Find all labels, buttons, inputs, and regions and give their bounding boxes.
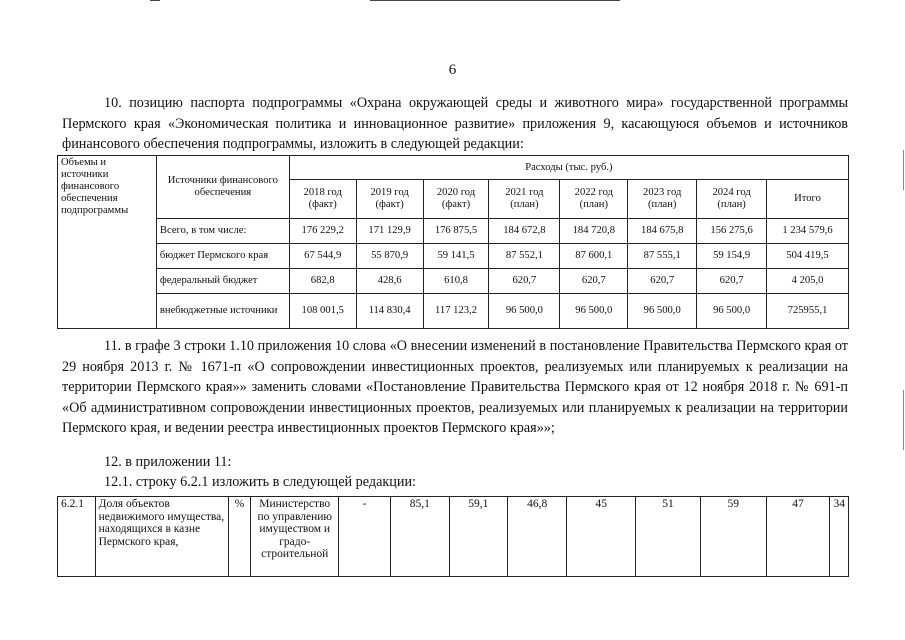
- row-number: 6.2.1: [58, 497, 96, 577]
- value-cell: 87 555,1: [628, 244, 697, 269]
- value-cell: 96 500,0: [560, 294, 628, 329]
- paragraph-12: 12. в приложении 11:: [104, 454, 232, 470]
- value-cell: 55 870,9: [356, 244, 423, 269]
- value-cell: 85,1: [391, 497, 450, 577]
- value-cell: 620,7: [628, 269, 697, 294]
- value-cell: 184 672,8: [489, 219, 560, 244]
- table-row: [58, 244, 849, 269]
- value-cell: 620,7: [697, 269, 767, 294]
- value-cell: 46,8: [508, 497, 567, 577]
- value-cell: 87 600,1: [560, 244, 628, 269]
- paragraph-11-text: 11. в графе 3 строки 1.10 приложения 10 слова «О внесении изменений в постановление Правительства Пермского края от 29 ноября 2013 г. № 1671-п «О сопровождении инвестиционных проектов, реализуемых или планируемых к реализации на территории Пермского края»» заменить словами «Постановление Правительства Пермского края от 12 ноября 2018 г. № 691-п «Об административном сопровождении инвестиционных проектов, реализуемых или планируемых к реализации на территории Пермского края, и ведении реестра инвестиционных проектов Пермского края»»;: [62, 338, 848, 436]
- value-cell: 620,7: [489, 269, 560, 294]
- table-row: [58, 219, 849, 244]
- page-number: 6: [448, 62, 457, 78]
- value-cell: 47: [766, 497, 830, 577]
- table-row: [58, 497, 849, 577]
- year-header: 2019 год (факт): [356, 180, 423, 219]
- indicator-name: Доля объектов недвижимого имущества, находящихся в казне Пермского края,: [95, 497, 228, 577]
- value-cell: 45: [567, 497, 636, 577]
- value-cell: 610,8: [423, 269, 489, 294]
- value-cell: 59 154,9: [697, 244, 767, 269]
- value-cell: 114 830,4: [356, 294, 423, 329]
- value-cell: 96 500,0: [489, 294, 560, 329]
- value-cell: 96 500,0: [697, 294, 767, 329]
- value-cell: 504 419,5: [767, 244, 849, 269]
- year-header: 2023 год (план): [628, 180, 697, 219]
- paragraph-11: [62, 336, 848, 439]
- scan-edge-mark: [903, 150, 904, 190]
- source-label: бюджет Пермского края: [156, 244, 289, 269]
- scan-edge-mark: [903, 390, 904, 450]
- value-cell: 108 001,5: [289, 294, 356, 329]
- value-cell: 1 234 579,6: [767, 219, 849, 244]
- value-cell: 176 875,5: [423, 219, 489, 244]
- year-header: 2022 год (план): [560, 180, 628, 219]
- scan-edge-mark: [150, 0, 160, 1]
- table-row: [58, 269, 849, 294]
- year-header: 2020 год (факт): [423, 180, 489, 219]
- value-cell: 682,8: [289, 269, 356, 294]
- paragraph-10-text: 10. позицию паспорта подпрограммы «Охрана окружающей среды и животного мира» государственной программы Пермского края «Экономическая политика и инновационное развитие» приложения 9, касающуюся объемов и источников финансового обеспечения подпрограммы, изложить в следующей редакции:: [62, 95, 848, 152]
- value-cell: 117 123,2: [423, 294, 489, 329]
- total-header: Итого: [767, 180, 849, 219]
- source-label: внебюджетные источники: [156, 294, 289, 329]
- value-cell: 59 141,5: [423, 244, 489, 269]
- value-cell: 620,7: [560, 269, 628, 294]
- source-label: федеральный бюджет: [156, 269, 289, 294]
- year-header: 2018 год (факт): [289, 180, 356, 219]
- value-cell: 428,6: [356, 269, 423, 294]
- indicator-table: [57, 496, 849, 577]
- sources-header: Источники финансового обеспечения: [156, 156, 289, 219]
- value-cell: 156 275,6: [697, 219, 767, 244]
- source-label: Всего, в том числе:: [156, 219, 289, 244]
- year-header: 2024 год (план): [697, 180, 767, 219]
- value-cell: 184 675,8: [628, 219, 697, 244]
- value-cell: 96 500,0: [628, 294, 697, 329]
- value-cell: 34: [830, 497, 849, 577]
- paragraph-10: [62, 93, 848, 155]
- expenses-header: Расходы (тыс. руб.): [289, 156, 848, 180]
- year-header: 2021 год (план): [489, 180, 560, 219]
- value-cell: 51: [636, 497, 701, 577]
- row-label-cell: Объемы и источники финансового обеспечения подпрограммы: [58, 156, 157, 329]
- table-row: [58, 294, 849, 329]
- value-cell: -: [338, 497, 390, 577]
- value-cell: 725955,1: [767, 294, 849, 329]
- value-cell: 184 720,8: [560, 219, 628, 244]
- value-cell: 67 544,9: [289, 244, 356, 269]
- financing-table: [57, 155, 849, 329]
- paragraph-12-1: 12.1. строку 6.2.1 изложить в следующей редакции:: [104, 474, 416, 490]
- value-cell: 59: [700, 497, 766, 577]
- scan-edge-mark: [370, 0, 620, 1]
- value-cell: 59,1: [449, 497, 508, 577]
- unit-cell: %: [228, 497, 251, 577]
- value-cell: 4 205,0: [767, 269, 849, 294]
- value-cell: 87 552,1: [489, 244, 560, 269]
- value-cell: 176 229,2: [289, 219, 356, 244]
- value-cell: 171 129,9: [356, 219, 423, 244]
- responsible-cell: Министерство по управлению имуществом и градо-строительной: [251, 497, 339, 577]
